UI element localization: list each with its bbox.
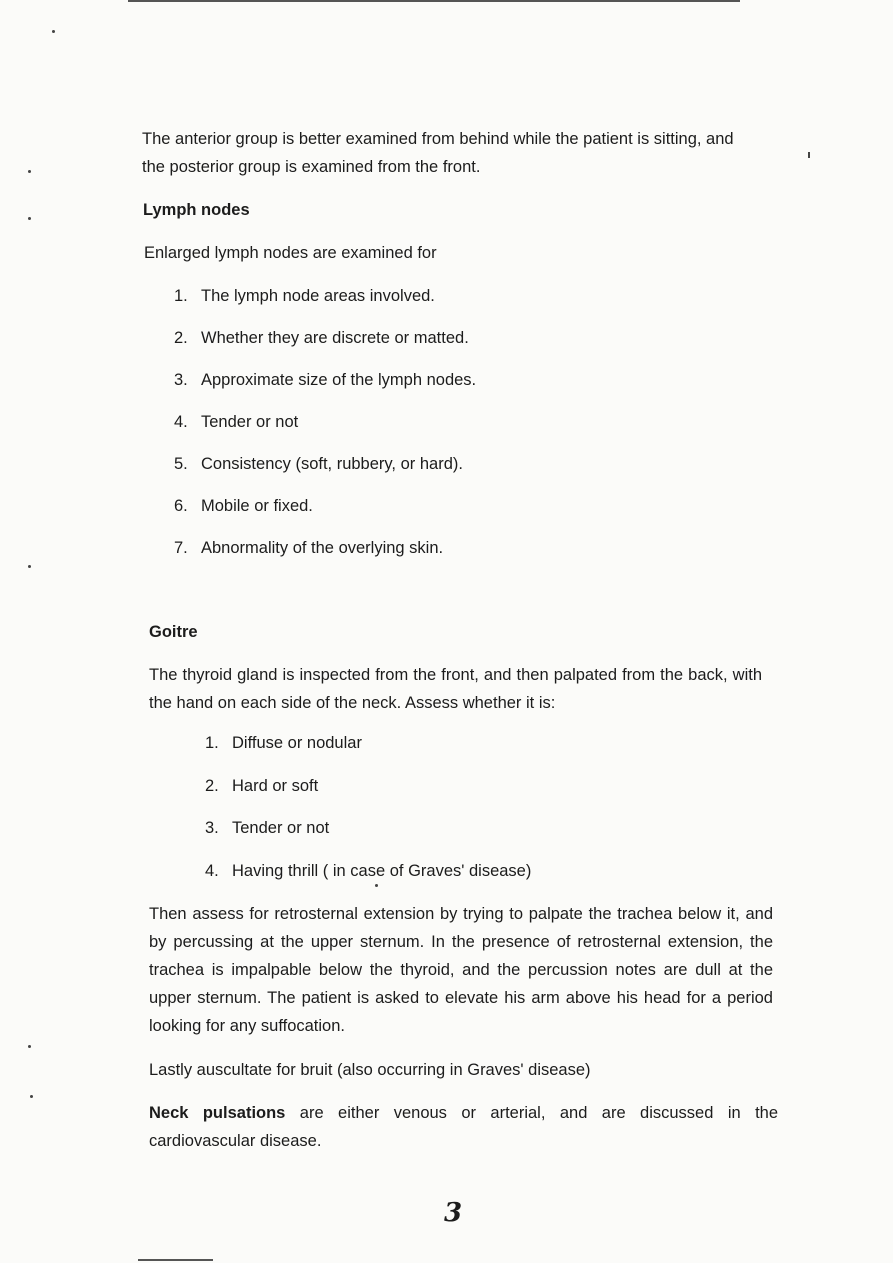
list-item xyxy=(174,411,734,453)
list-number: 2. xyxy=(205,776,219,795)
list-item-text: Consistency (soft, rubbery, or hard). xyxy=(201,455,463,473)
list-number: 3. xyxy=(205,819,219,837)
list-item-text: Tender or not xyxy=(201,413,299,431)
list-item-text: Hard or soft xyxy=(232,776,319,795)
list-item-text: Abnormality of the overlying skin. xyxy=(201,539,444,557)
list-number: 2. xyxy=(174,329,188,347)
neck-pulsations-paragraph xyxy=(149,1099,778,1155)
intro-paragraph: The anterior group is better examined from behind while the patient is sitting, and the posterior group is examined from the front. xyxy=(142,130,734,176)
scan-speck xyxy=(808,152,810,158)
bottom-rule xyxy=(138,1259,213,1261)
list-number: 4. xyxy=(205,861,219,880)
list-item xyxy=(174,537,734,579)
scan-speck xyxy=(28,1045,31,1048)
lymph-nodes-list xyxy=(174,285,734,579)
list-number: 1. xyxy=(174,287,188,305)
neck-pulsations-text: are either venous or arterial, and are discussed in the cardiovascular disease. xyxy=(149,1104,779,1150)
scan-speck xyxy=(28,170,31,173)
goitre-list xyxy=(205,732,745,902)
list-number: 7. xyxy=(174,539,188,557)
list-number: 6. xyxy=(174,497,188,515)
list-item-text: Tender or not xyxy=(232,819,330,837)
list-number: 5. xyxy=(174,455,188,473)
scan-speck xyxy=(28,565,31,568)
scan-speck xyxy=(52,30,55,33)
goitre-lead: The thyroid gland is inspected from the front, and then palpated from the back, with the hand on each side of the neck. Assess whether it is: xyxy=(149,666,762,712)
list-item-text: Mobile or fixed. xyxy=(201,497,313,515)
page-number: 3 xyxy=(444,1198,463,1228)
list-number: 1. xyxy=(205,734,219,752)
list-item xyxy=(205,817,745,860)
list-item xyxy=(205,775,745,818)
list-item-text: Having thrill ( in case of Graves' disease) xyxy=(232,861,532,880)
list-item xyxy=(174,285,734,327)
list-item-text: The lymph node areas involved. xyxy=(201,287,435,305)
retrosternal-paragraph: Then assess for retrosternal extension by trying to palpate the trachea below it, and by percussing at the upper sternum. In the presence of retrosternal extension, the trachea is impalpable below the thyroid, and the percussion notes are dull at the upper sternum. The patient is asked to elevate his arm above his head for a period looking for any suffocation. xyxy=(149,905,773,1035)
list-item xyxy=(174,453,734,495)
auscultate-paragraph: Lastly auscultate for bruit (also occurring in Graves' disease) xyxy=(149,1061,591,1079)
list-item xyxy=(205,860,745,903)
list-item-text: Approximate size of the lymph nodes. xyxy=(201,371,477,389)
list-number: 3. xyxy=(174,371,188,389)
list-item xyxy=(174,327,734,369)
list-item-text: Diffuse or nodular xyxy=(232,734,362,752)
list-item-text: Whether they are discrete or matted. xyxy=(201,329,469,347)
top-rule xyxy=(128,0,740,2)
neck-pulsations-term: Neck pulsations xyxy=(149,1104,286,1122)
list-item xyxy=(174,495,734,537)
scan-speck xyxy=(28,217,31,220)
list-item xyxy=(174,369,734,411)
lymph-nodes-heading: Lymph nodes xyxy=(143,201,250,219)
list-number: 4. xyxy=(174,413,188,431)
lymph-nodes-lead: Enlarged lymph nodes are examined for xyxy=(144,244,437,262)
scan-speck xyxy=(30,1095,33,1098)
list-item xyxy=(205,732,745,775)
goitre-heading: Goitre xyxy=(149,623,198,641)
